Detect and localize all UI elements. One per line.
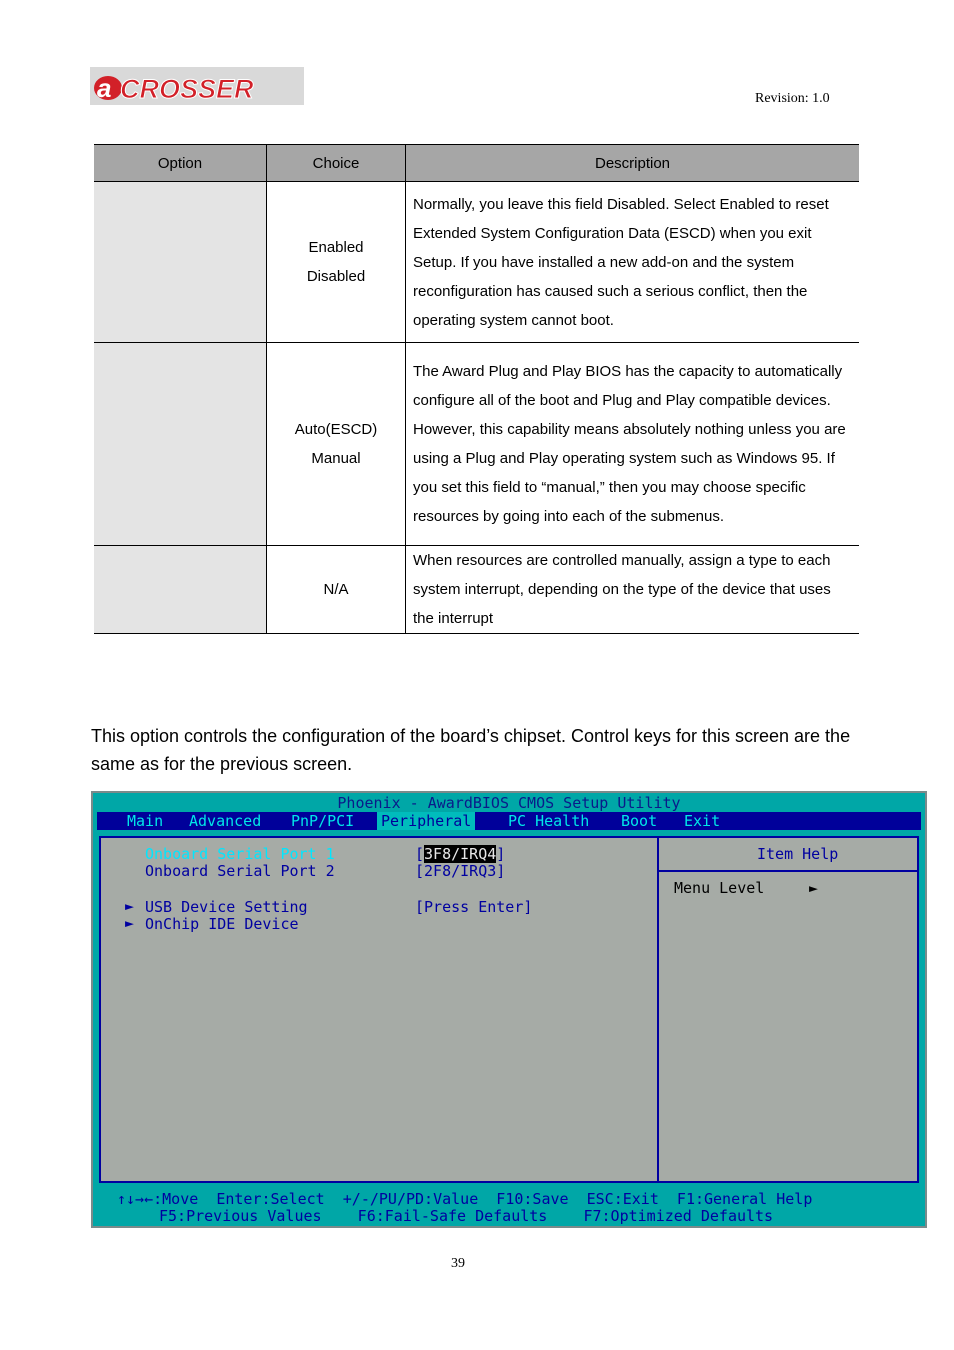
submenu-value[interactable]: [Press Enter] [415,898,533,916]
submenu-arrow-icon: ► [125,897,135,915]
menu-advanced[interactable]: Advanced [189,812,262,830]
option-cell [94,546,267,634]
column-header-option: Option [94,145,267,182]
table-header-row [94,145,859,182]
bios-screenshot [91,791,927,1228]
intro-paragraph: This option controls the configuration of the board’s chipset. Control keys for this screen are the same as for the previous screen. [91,726,851,774]
key-legend-line: F5:Previous Values F6:Fail-Safe Defaults F7:Optimized Defaults [159,1207,774,1225]
svg-text:CROSSER: CROSSER [120,74,254,104]
table-row [94,182,859,343]
choice-value: N/A [323,581,349,598]
menu-pc-health[interactable]: PC Health [508,812,590,830]
column-header-description: Description [406,145,860,182]
setting-value[interactable]: [2F8/IRQ3] [415,862,506,880]
choice-cell [267,182,406,343]
menu-exit[interactable]: Exit [684,812,721,830]
choice-value: Enabled [308,239,364,256]
description-cell: The Award Plug and Play BIOS has the capacity to automatically configure all of the boot and Plug and Play compatible devices. However, this capability means absolutely nothing unless you are using a Plug and Play operating system such as Windows 95. If you set this field to “manual,” then you may choose specific resources by going into each of the submenus. [406,343,860,546]
setting-value[interactable]: [3F8/IRQ4] [415,845,506,863]
description-cell: When resources are controlled manually, assign a type to each system interrupt, depending on the type of the device that uses the interrupt [406,546,860,634]
bios-title: Phoenix - AwardBIOS CMOS Setup Utility [337,794,681,812]
choice-cell [267,343,406,546]
key-legend-line: ↑↓→←:Move Enter:Select +/-/PU/PD:Value F10:Save ESC:Exit F1:General Help [117,1190,813,1208]
choice-value: Auto(ESCD) [294,421,378,438]
bios-settings-panel [99,836,919,1183]
revision-label: Revision: 1.0 [755,91,830,106]
help-divider [659,870,917,872]
table-row [94,546,859,634]
item-help-title: Item Help [757,845,839,863]
description-cell: Normally, you leave this field Disabled. Select Enabled to reset Extended System Configuration Data (ESCD) when you exit Setup. If you have installed a new add-on and the system reconfiguration has caused such a serious conflict, then the operating system cannot boot. [406,182,860,343]
setting-value-text: 2F8/IRQ3 [424,862,497,880]
svg-text:a: a [97,73,112,103]
choice-value: Disabled [306,268,366,285]
menu-peripheral[interactable]: Peripheral [377,812,475,830]
menu-pnp-pci[interactable]: PnP/PCI [291,812,355,830]
submenu-label[interactable]: USB Device Setting [145,898,308,916]
choice-value: Manual [311,450,361,467]
setting-value-selected[interactable]: 3F8/IRQ4 [424,845,497,863]
column-header-choice: Choice [267,145,406,182]
menu-level-arrow-icon: ► [809,879,819,897]
setting-label[interactable]: Onboard Serial Port 1 [145,845,335,863]
bios-menu-bar [97,812,921,830]
menu-main[interactable]: Main [127,812,164,830]
bios-key-legend [97,1189,921,1223]
menu-level-text: Menu Level [674,879,765,897]
option-cell [94,182,267,343]
choice-cell [267,546,406,634]
acrosser-logo [90,67,304,105]
table-row [94,343,859,546]
menu-boot[interactable]: Boot [621,812,658,830]
option-cell [94,343,267,546]
page-number: 39 [451,1256,465,1271]
submenu-label[interactable]: OnChip IDE Device [145,915,299,933]
option-table [94,144,859,634]
setting-label[interactable]: Onboard Serial Port 2 [145,862,335,880]
panel-divider [657,838,659,1181]
submenu-arrow-icon: ► [125,914,135,932]
